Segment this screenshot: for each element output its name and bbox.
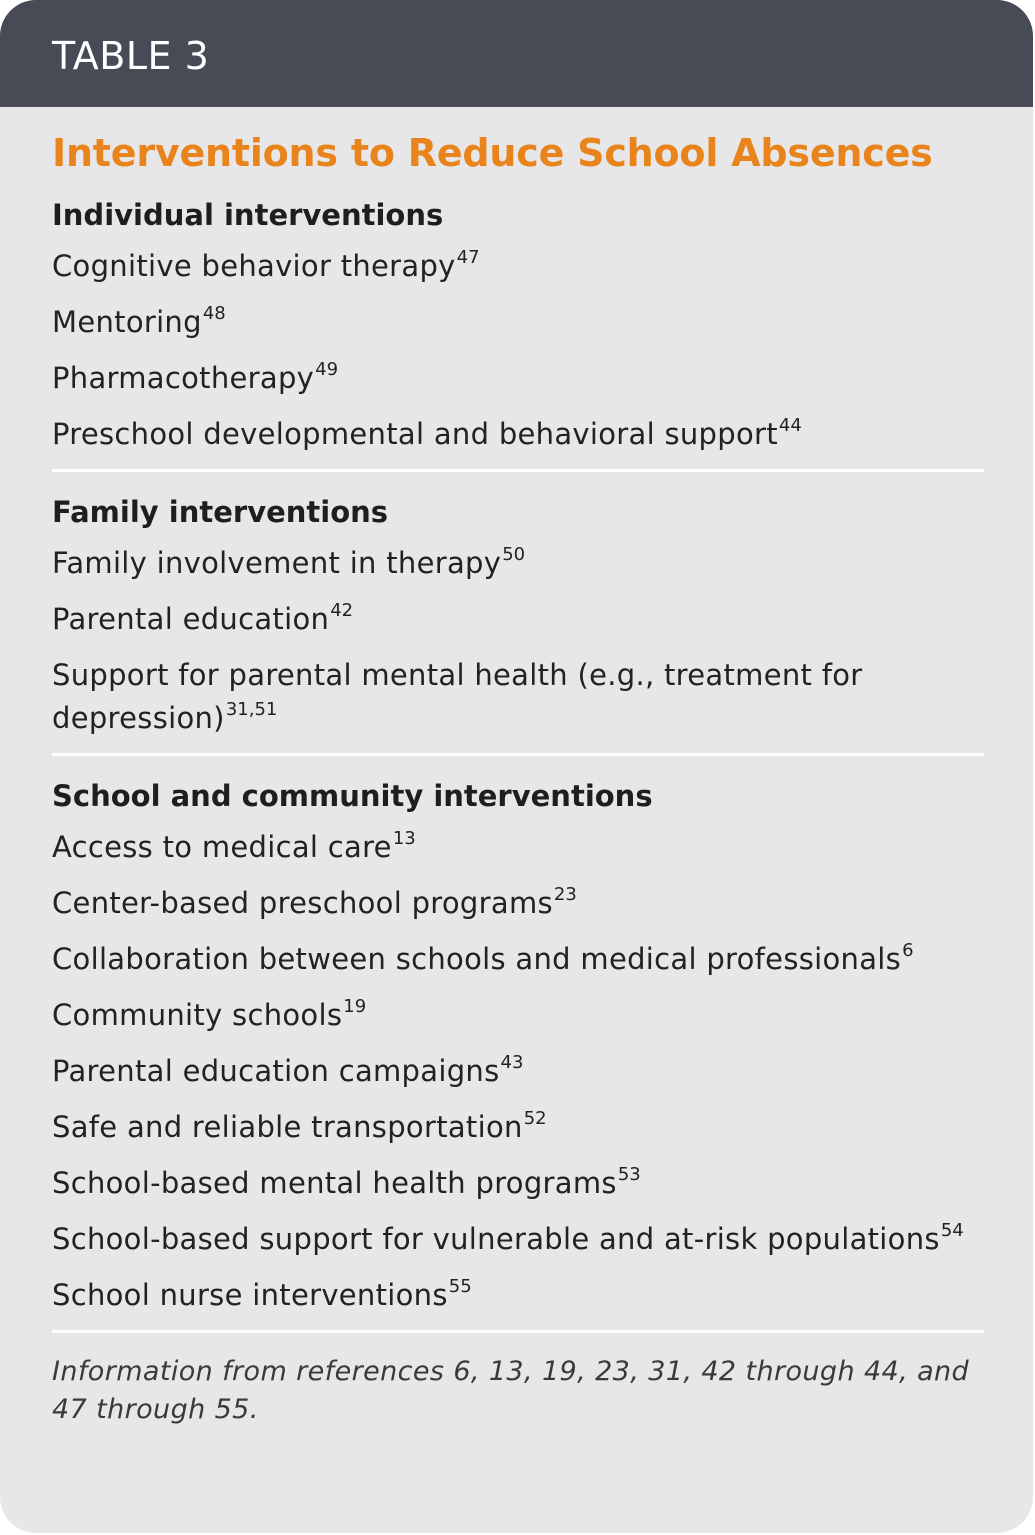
table-header-bar <box>0 0 1033 107</box>
list-item: Parental education campaigns$^{43}$ <box>52 1052 524 1088</box>
reference-number: 6 <box>902 940 914 961</box>
section-heading: Family interventions <box>52 495 389 529</box>
section-individual <box>52 197 984 472</box>
section-divider <box>52 753 984 756</box>
list-item: School nurse interventions$^{55}$ <box>52 1276 472 1312</box>
list-item: Collaboration between schools and medical professionals$^6$ <box>52 940 914 976</box>
reference-number: 52 <box>523 1108 547 1129</box>
list-item: Access to medical care$^{13}$ <box>52 828 416 864</box>
list-item: Pharmacotherapy$^{49}$ <box>52 359 339 395</box>
reference-number: 55 <box>448 1276 472 1297</box>
section-divider <box>52 1330 984 1333</box>
list-item: Mentoring$^{48}$ <box>52 303 226 339</box>
table-label: TABLE 3 <box>52 34 210 78</box>
section-family <box>52 494 984 756</box>
reference-number: 50 <box>502 544 526 565</box>
section-heading: School and community interventions <box>52 779 653 813</box>
section-heading: Individual interventions <box>52 198 444 232</box>
list-item: Safe and reliable transportation$^{52}$ <box>52 1108 547 1144</box>
list-item: Preschool developmental and behavioral support$^{44}$ <box>52 415 802 451</box>
reference-number: 13 <box>392 828 416 849</box>
list-item: School-based mental health programs$^{53}$ <box>52 1164 641 1200</box>
reference-number: 19 <box>343 996 367 1017</box>
list-item: Cognitive behavior therapy$^{47}$ <box>52 247 480 283</box>
reference-number: 49 <box>315 359 339 380</box>
reference-number: 43 <box>500 1052 524 1073</box>
reference-number: 53 <box>617 1164 641 1185</box>
list-item: Parental education$^{42}$ <box>52 600 354 636</box>
list-item: Community schools$^{19}$ <box>52 996 367 1032</box>
table-title: Interventions to Reduce School Absences <box>52 131 933 175</box>
table-content <box>52 107 984 1429</box>
reference-number: 44 <box>778 415 802 436</box>
section-divider <box>52 469 984 472</box>
list-item: Support for parental mental health (e.g., treatment for depression)$^{31,51}$ <box>52 658 863 735</box>
reference-number: 48 <box>202 303 226 324</box>
list-item: Center-based preschool programs$^{23}$ <box>52 884 577 920</box>
reference-number: 47 <box>456 247 480 268</box>
reference-number: 31,51 <box>225 699 278 720</box>
reference-number: 54 <box>940 1220 964 1241</box>
table-footnote: Information from references 6, 13, 19, 23, 31, 42 through 44, and 47 through 55. <box>52 1356 970 1425</box>
reference-number: 42 <box>330 600 354 621</box>
list-item: Family involvement in therapy$^{50}$ <box>52 544 526 580</box>
section-school-community <box>52 778 984 1333</box>
reference-number: 23 <box>553 884 577 905</box>
list-item: School-based support for vulnerable and at-risk populations$^{54}$ <box>52 1220 964 1256</box>
